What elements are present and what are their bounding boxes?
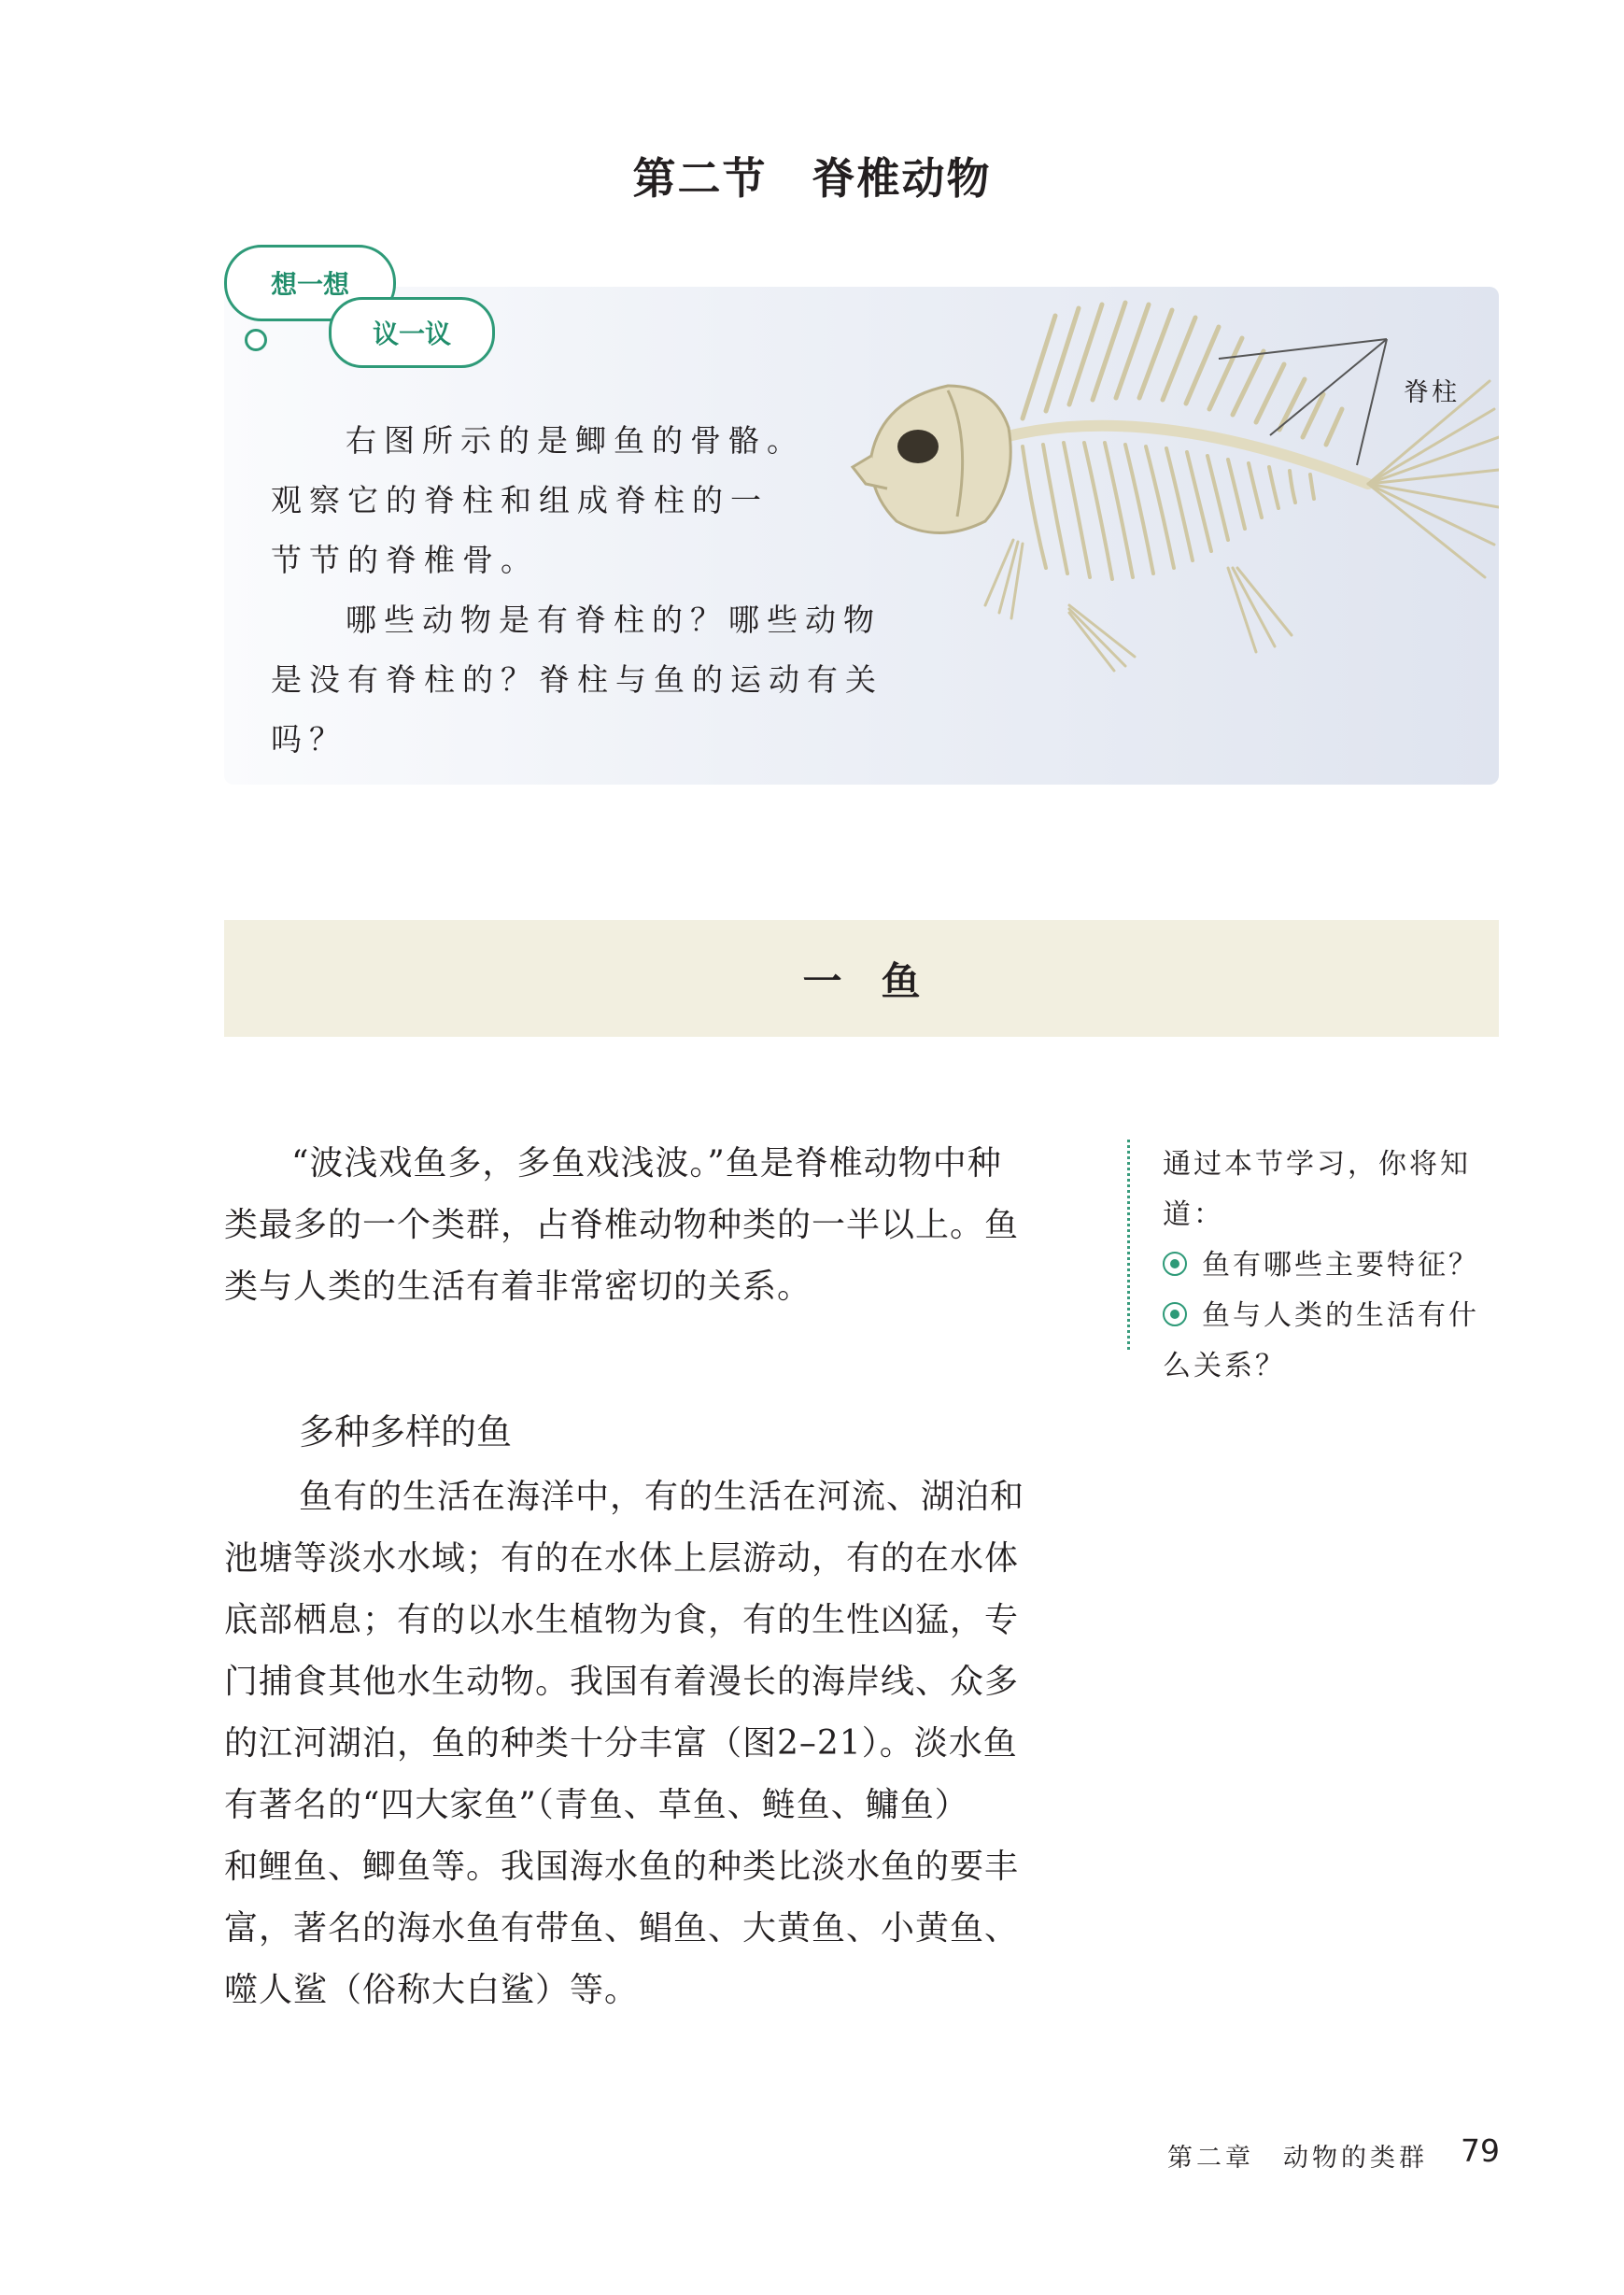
think-line: 哪些动物是有脊柱的？哪些动物 (346, 602, 882, 638)
think-line: 是没有脊柱的？脊柱与鱼的运动有关吗？ (271, 661, 883, 758)
bubble-dot-icon (245, 329, 267, 351)
variety-line: 的江河湖泊，鱼的种类十分丰富（图2–21）。淡水鱼 (224, 1724, 1018, 1763)
think-line: 右图所示的是鲫鱼的骨骼。 (346, 422, 805, 459)
variety-line: 池塘等淡水水域；有的在水体上层游动，有的在水体 (224, 1539, 1020, 1578)
variety-line: 鱼有的生活在海洋中，有的生活在河流、湖泊和 (299, 1478, 1025, 1516)
footer-chapter: 第二章 动物的类群 (1167, 2144, 1428, 2173)
learning-goal-item (1163, 1240, 1518, 1291)
learning-goal-text: 鱼与人类的生活有什 (1202, 1299, 1479, 1332)
intro-line: 类与人类的生活有着非常密切的关系。 (224, 1268, 812, 1306)
learning-goal-item: 么关系？ (1163, 1350, 1286, 1382)
variety-line: 富，著名的海水鱼有带鱼、鲳鱼、大黄鱼、小黄鱼、 (224, 1909, 1020, 1948)
think-line: 节节的脊椎骨。 (271, 542, 539, 578)
variety-heading: 多种多样的鱼 (299, 1411, 513, 1452)
think-bubble: 想一想 (224, 245, 396, 321)
intro-line: 类最多的一个类群，占脊椎动物种类的一半以上。鱼 (224, 1206, 1020, 1244)
variety-line: 有著名的“四大家鱼”（青鱼、草鱼、鲢鱼、鳙鱼） (224, 1786, 969, 1824)
subsection-title: 一 鱼 (802, 958, 921, 1004)
learning-goal-item (1163, 1291, 1518, 1341)
variety-line: 和鲤鱼、鲫鱼等。我国海水鱼的种类比淡水鱼的要丰 (224, 1848, 1020, 1886)
intro-line: “波浅戏鱼多，多鱼戏浅波。”鱼是脊椎动物中种 (291, 1144, 1002, 1183)
variety-paragraph (224, 1466, 1097, 2021)
learning-goal-text: 鱼有哪些主要特征？ (1202, 1249, 1479, 1282)
target-bullet-icon (1163, 1252, 1187, 1276)
learning-goals (1163, 1140, 1518, 1392)
side-note-divider (1127, 1140, 1130, 1350)
page-number: 79 (1461, 2132, 1500, 2169)
spine-label: 脊柱 (1404, 378, 1460, 407)
intro-paragraph (224, 1133, 1097, 1318)
variety-line: 底部栖息；有的以水生植物为食，有的生性凶猛，专 (224, 1601, 1020, 1639)
variety-line: 噬人鲨（俗称大白鲨）等。 (224, 1971, 640, 2009)
think-line: 观察它的脊柱和组成脊柱的一 (271, 482, 769, 518)
carp-skeleton-figure (845, 297, 1499, 689)
learning-goals-lead: 通过本节学习，你将知道： (1163, 1148, 1471, 1231)
section-title: 第二节 脊椎动物 (632, 153, 992, 204)
target-bullet-icon (1163, 1302, 1187, 1326)
variety-line: 门捕食其他水生动物。我国有着漫长的海岸线、众多 (224, 1663, 1020, 1701)
think-discuss-text (271, 411, 943, 770)
discuss-bubble: 议一议 (329, 297, 495, 368)
